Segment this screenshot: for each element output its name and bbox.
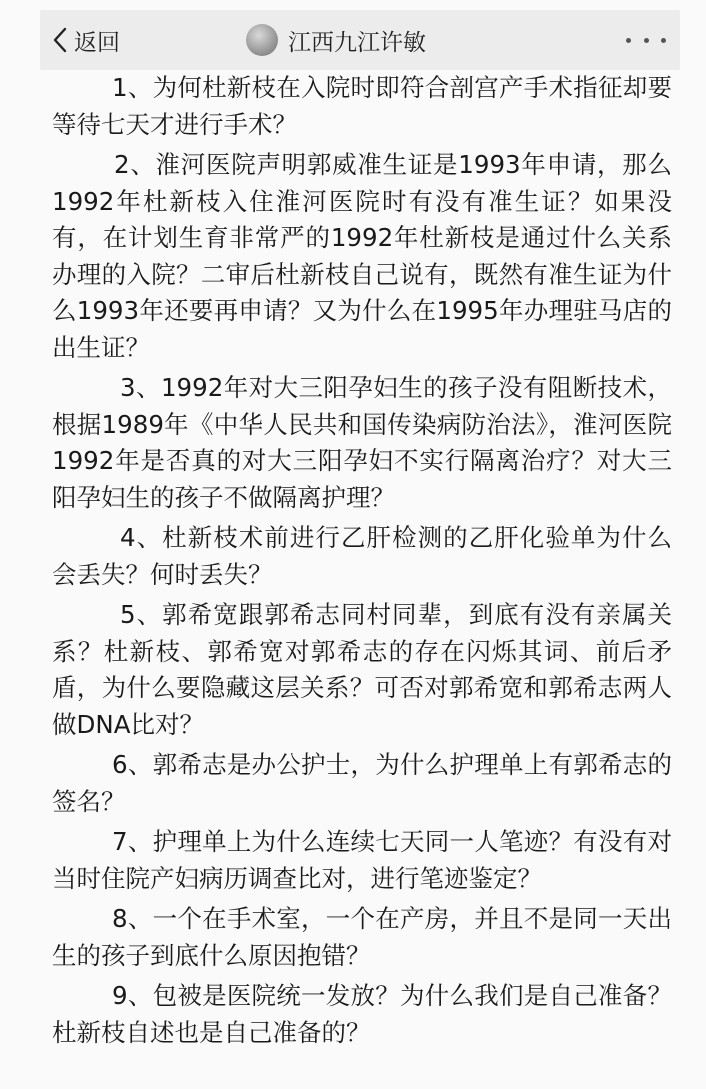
question-1: 1、为何杜新枝在入院时即符合剖宫产手术指征却要等待七天才进行手术？ [52, 73, 672, 139]
article-body [52, 70, 672, 1051]
question-9: 9、包被是医院统一发放？为什么我们是自己准备？杜新枝自述也是自己准备的？ [52, 981, 672, 1047]
avatar[interactable] [246, 24, 278, 56]
account-header[interactable] [246, 20, 426, 60]
question-2: 2、淮河医院声明郭威准生证是1993年申请，那么1992年杜新枝入住淮河医院时有没有准生证？如果没有，在计划生育非常严的1992年杜新枝是通过什么关系办理的入院？二审后杜新枝自己说有，既然有准生证为什么1993年还要再申请？又为什么在1995年办理驻马店的出生证？ [52, 150, 672, 362]
back-label: 返回 [74, 29, 120, 56]
question-4: 4、杜新枝术前进行乙肝检测的乙肝化验单为什么会丢失？何时丢失？ [52, 523, 672, 589]
question-7: 7、护理单上为什么连续七天同一人笔迹？有没有对当时住院产妇病历调查比对，进行笔迹鉴定？ [52, 827, 672, 893]
back-button[interactable] [52, 20, 120, 60]
more-dots-icon [626, 38, 631, 43]
navigation-bar [40, 10, 680, 70]
page-title: 江西九江许敏 [288, 29, 426, 56]
question-3: 3、1992年对大三阳孕妇生的孩子没有阻断技术，根据1989年《中华人民共和国传染病防治法》，淮河医院1992年是否真的对大三阳孕妇不实行隔离治疗？对大三阳孕妇生的孩子不做隔离护理？ [52, 373, 672, 512]
question-6: 6、郭希志是办公护士，为什么护理单上有郭希志的签名？ [52, 750, 672, 816]
question-5: 5、郭希宽跟郭希志同村同辈，到底有没有亲属关系？杜新枝、郭希宽对郭希志的存在闪烁其词、前后矛盾，为什么要隐藏这层关系？可否对郭希宽和郭希志两人做DNA比对？ [52, 600, 672, 739]
question-8: 8、一个在手术室，一个在产房，并且不是同一天出生的孩子到底什么原因抱错？ [52, 904, 672, 970]
more-options-button[interactable] [626, 24, 666, 56]
chevron-left-icon [52, 26, 68, 54]
